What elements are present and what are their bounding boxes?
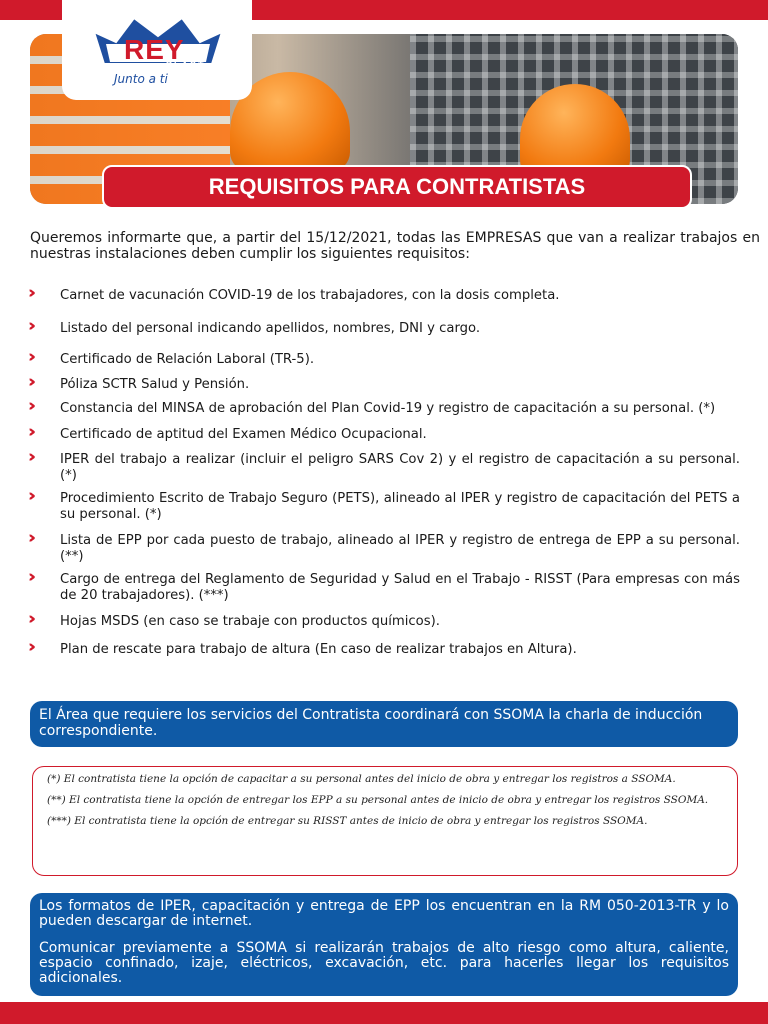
double-chevron-right-icon: ›› <box>28 636 31 657</box>
intro-text: Queremos informarte que, a partir del 15/12/2021, todas las EMPRESAS que van a realizar trabajos en nuestras instalaciones deben cumplir los siguientes requisitos: <box>30 230 760 262</box>
double-chevron-right-icon: ›› <box>28 567 31 587</box>
list-item: ›› Constancia del MINSA de aprobación del Plan Covid-19 y registro de capacitación a su personal. (*) <box>28 396 716 416</box>
list-item: ›› Lista de EPP por cada puesto de trabajo, alineado al IPER y registro de entrega de EPP a su personal. (**) <box>28 528 740 564</box>
brand-tagline: Junto a ti <box>114 72 168 86</box>
list-item: ›› IPER del trabajo a realizar (incluir el peligro SARS Cov 2) y el registro de capacitación a su personal. (*) <box>28 447 740 483</box>
brand-name: REY <box>124 34 185 65</box>
footnote: (***) El contratista tiene la opción de entregar su RISST antes de inicio de obra y entregar los registros SSOMA. <box>47 815 648 827</box>
list-item: ›› Hojas MSDS (en caso se trabaje con productos químicos). <box>28 609 440 629</box>
double-chevron-right-icon: ›› <box>28 528 31 548</box>
double-chevron-right-icon: ›› <box>28 421 31 442</box>
list-item: ›› Certificado de aptitud del Examen Médico Ocupacional. <box>28 421 427 442</box>
double-chevron-right-icon: ›› <box>28 315 31 336</box>
title-banner <box>102 165 692 209</box>
list-item: ›› Cargo de entrega del Reglamento de Seguridad y Salud en el Trabajo - RISST (Para empresas con más de 20 trabajadores). (***) <box>28 567 740 603</box>
double-chevron-right-icon: ›› <box>28 609 31 629</box>
double-chevron-right-icon: ›› <box>28 396 31 416</box>
coordination-note: El Área que requiere los servicios del Contratista coordinará con SSOMA la charla de inducción correspondiente. <box>30 701 738 747</box>
list-item: ›› Certificado de Relación Laboral (TR-5). <box>28 347 315 367</box>
page-title: REQUISITOS PARA CONTRATISTAS <box>208 174 586 199</box>
double-chevron-right-icon: ›› <box>28 347 31 367</box>
bottom-red-bar <box>0 1002 768 1024</box>
footnote: (**) El contratista tiene la opción de entregar los EPP a su personal antes de inicio de obra y entregar los registros SSOMA. <box>47 794 709 806</box>
list-item: ›› Listado del personal indicando apellidos, nombres, DNI y cargo. <box>28 315 481 336</box>
list-item: ›› Póliza SCTR Salud y Pensión. <box>28 371 250 392</box>
logo <box>62 0 252 100</box>
footnote: (*) El contratista tiene la opción de capacitar a su personal antes del inicio de obra y entregar los registros a SSOMA. <box>47 773 676 785</box>
formats-info: Los formatos de IPER, capacitación y entrega de EPP los encuentran en la RM 050-2013-TR y lo pueden descargar de internet. <box>39 898 729 929</box>
list-item: ›› Procedimiento Escrito de Trabajo Seguro (PETS), alineado al IPER y registro de capacitación del PETS a su personal. (*) <box>28 486 740 522</box>
list-item: ›› Carnet de vacunación COVID-19 de los trabajadores, con la dosis completa. <box>28 283 560 303</box>
brand-subname: PLAST <box>166 60 206 70</box>
double-chevron-right-icon: ›› <box>28 486 31 506</box>
double-chevron-right-icon: ›› <box>28 283 31 303</box>
requirements-list <box>28 283 740 657</box>
list-item: ›› Plan de rescate para trabajo de altura (En caso de realizar trabajos en Altura). <box>28 636 577 657</box>
double-chevron-right-icon: ›› <box>28 371 31 392</box>
final-info-box <box>30 893 738 996</box>
high-risk-info: Comunicar previamente a SSOMA si realizarán trabajos de alto riesgo como altura, caliente, espacio confinado, izaje, eléctricos, excavación, etc. para hacerles llegar los requisitos adicionales. <box>39 940 729 986</box>
footnotes-box <box>32 766 738 876</box>
double-chevron-right-icon: ›› <box>28 447 31 467</box>
